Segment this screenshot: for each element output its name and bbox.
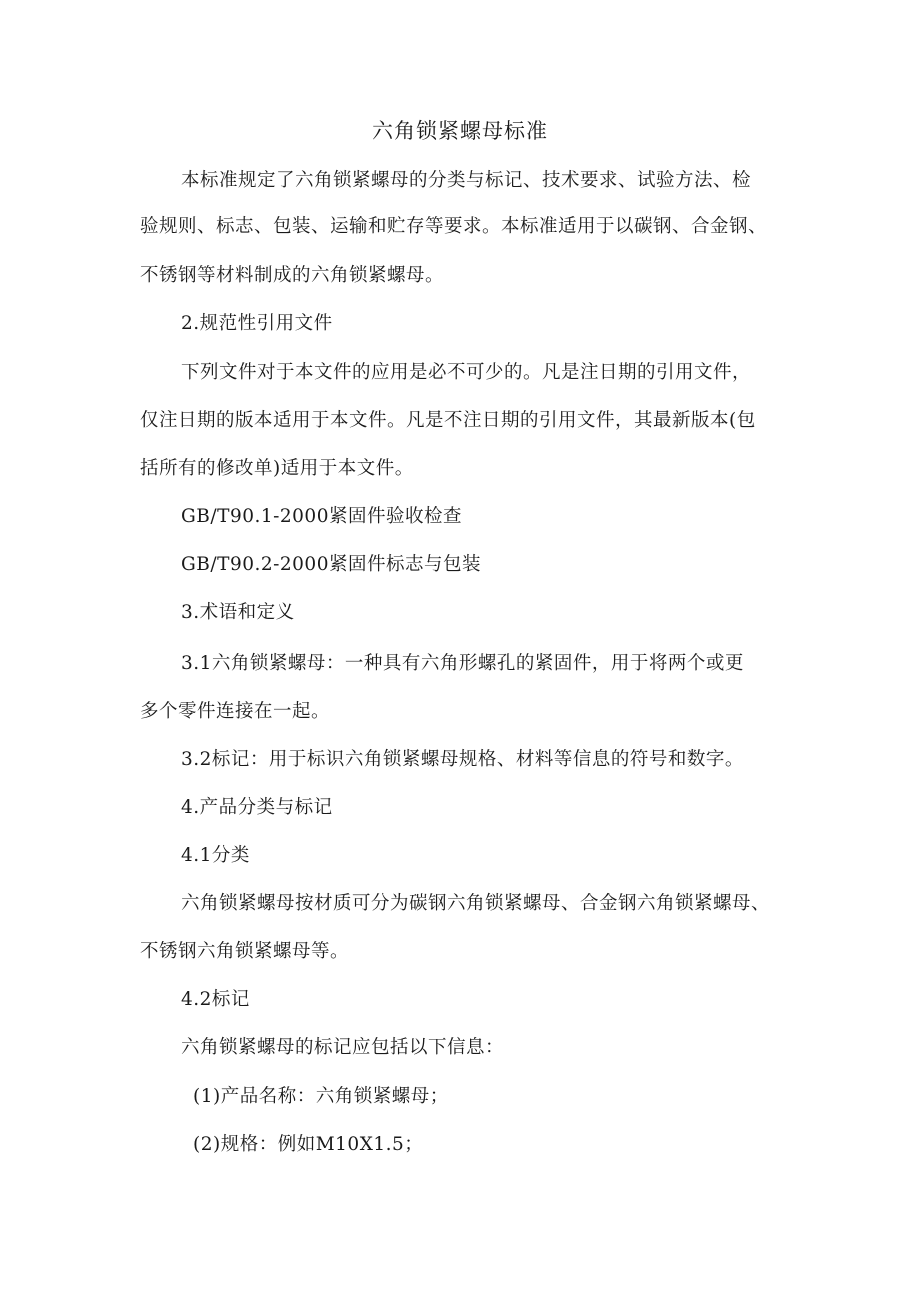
intro-line-1: 本标准规定了六角锁紧螺母的分类与标记、技术要求、试验方法、检 (181, 170, 752, 191)
subsection-4-2-intro: 六角锁紧螺母的标记应包括以下信息： (181, 1037, 505, 1058)
definition-3-1-line-2: 多个零件连接在一起。 (140, 701, 331, 722)
subsection-4-1-line-1: 六角锁紧螺母按材质可分为碳钢六角锁紧螺母、合金钢六角锁紧螺母、 (181, 893, 771, 914)
list-item-2: (2)规格：例如M10X1.5； (193, 1134, 424, 1155)
section-3-heading: 3.术语和定义 (181, 602, 295, 623)
list-item-1: (1)产品名称：六角锁紧螺母； (193, 1086, 449, 1107)
subsection-4-1-heading: 4.1分类 (181, 845, 250, 866)
section-2-heading: 2.规范性引用文件 (181, 313, 333, 334)
definition-3-2: 3.2标记：用于标识六角锁紧螺母规格、材料等信息的符号和数字。 (181, 749, 744, 770)
definition-3-1-line-1: 3.1六角锁紧螺母：一种具有六角形螺孔的紧固件，用于将两个或更 (181, 653, 744, 674)
section-2-para-line-3: 括所有的修改单)适用于本文件。 (140, 458, 414, 479)
intro-line-2: 验规则、标志、包装、运输和贮存等要求。本标准适用于以碳钢、合金钢、 (140, 216, 768, 237)
document-title: 六角锁紧螺母标准 (372, 119, 548, 143)
section-2-para-line-1: 下列文件对于本文件的应用是必不可少的。凡是注日期的引用文件， (181, 362, 752, 383)
subsection-4-1-line-2: 不锈钢六角锁紧螺母等。 (140, 941, 350, 962)
reference-2: GB/T90.2-2000紧固件标志与包装 (181, 554, 481, 575)
section-2-para-line-2: 仅注日期的版本适用于本文件。凡是不注日期的引用文件，其最新版本(包 (140, 410, 756, 431)
section-4-heading: 4.产品分类与标记 (181, 797, 333, 818)
reference-1: GB/T90.1-2000紧固件验收检查 (181, 506, 462, 527)
subsection-4-2-heading: 4.2标记 (181, 989, 250, 1010)
intro-line-3: 不锈钢等材料制成的六角锁紧螺母。 (140, 265, 445, 286)
